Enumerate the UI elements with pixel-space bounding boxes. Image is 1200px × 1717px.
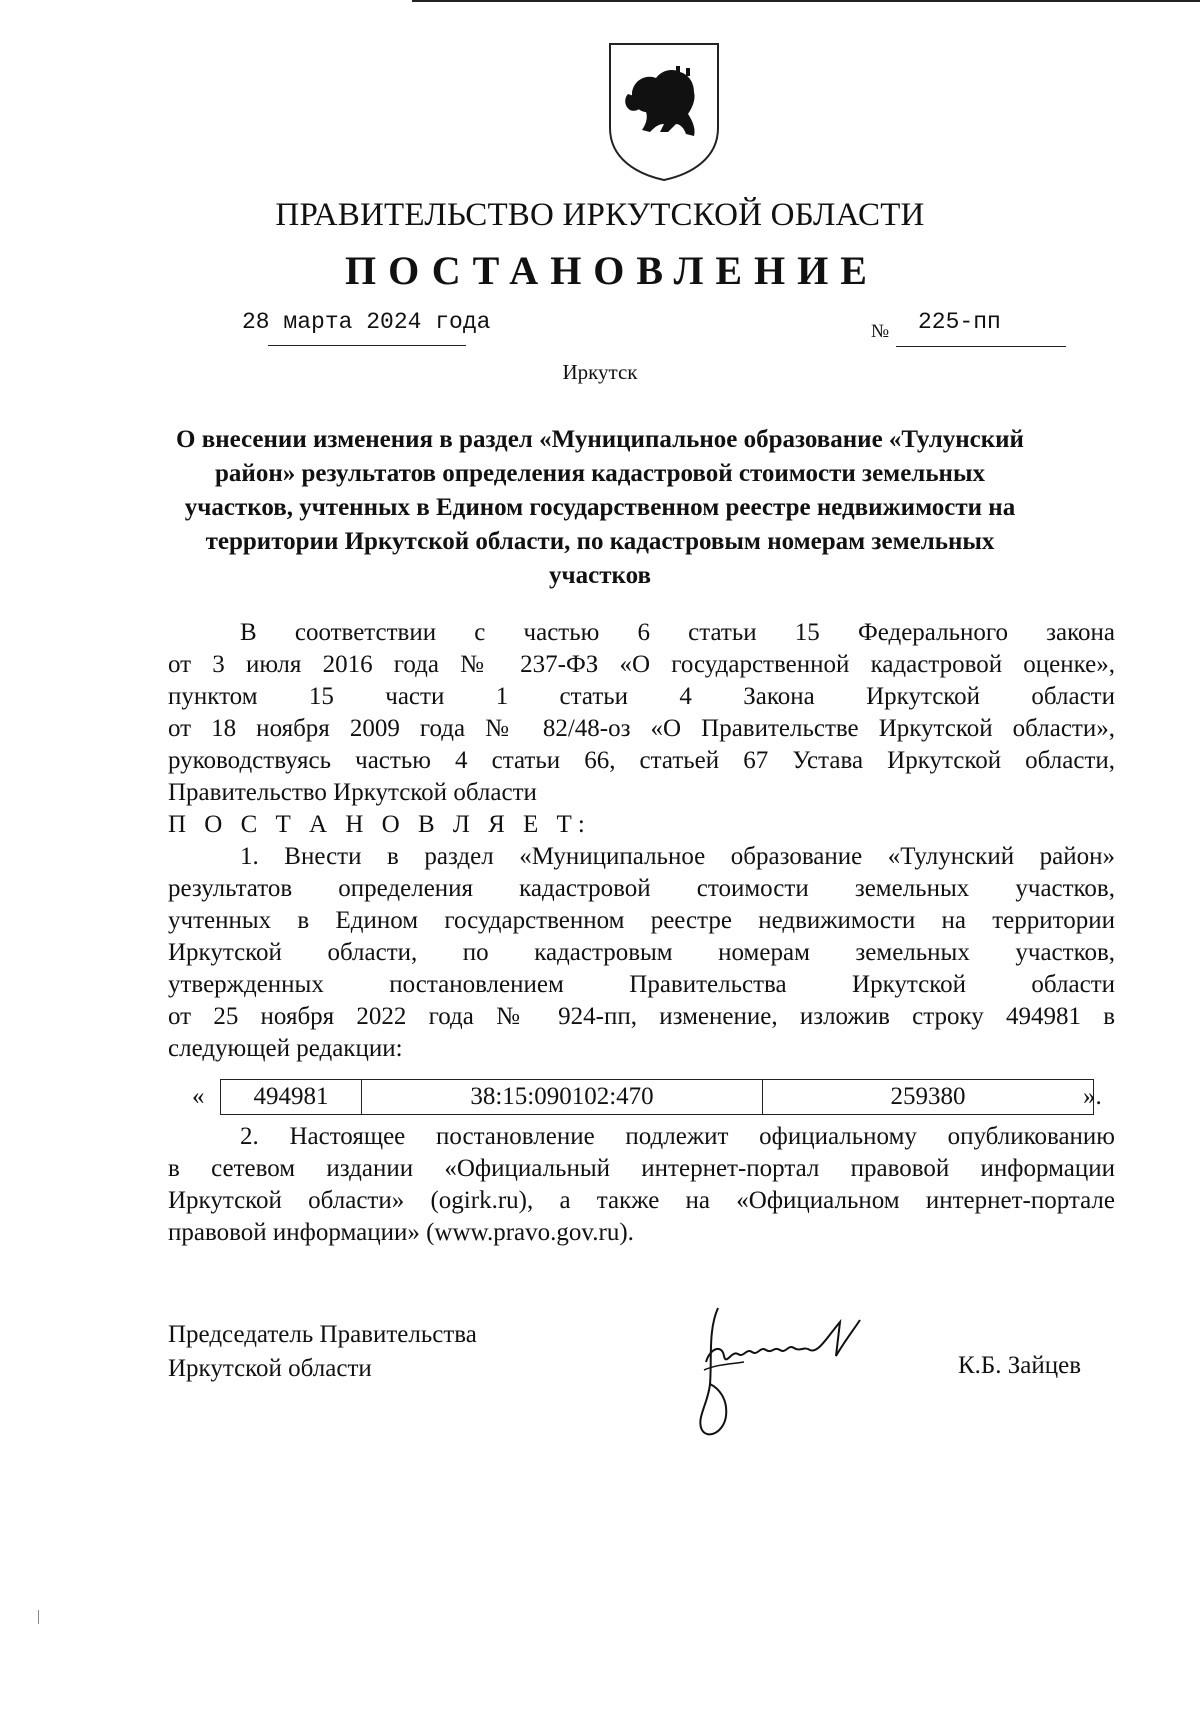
item-2-line: Иркутской области» (ogirk.ru), а также на «Официальном интернет-портале — [168, 1187, 1115, 1214]
row-number-cell: 494981 — [221, 1080, 362, 1115]
decree-word: П О С Т А Н О В Л Я Е Т: — [168, 811, 591, 838]
close-quote: ». — [1083, 1083, 1102, 1110]
coat-of-arms-icon — [606, 40, 722, 183]
item-1 — [168, 841, 1115, 1065]
cadastral-table — [220, 1079, 1094, 1115]
document-type: ПОСТАНОВЛЕНИЕ — [345, 248, 879, 293]
cadastral-value-cell: 259380 — [763, 1080, 1094, 1115]
number-underline — [896, 346, 1066, 347]
cadastral-number-cell: 38:15:090102:470 — [362, 1080, 763, 1115]
item-1-line: учтенных в Едином государственном реестре недвижимости на территории — [168, 907, 1115, 934]
document-city: Иркутск — [562, 360, 638, 384]
preamble — [168, 617, 1115, 809]
number-sign: № — [871, 321, 890, 342]
preamble-line: В соответствии с частью 6 статьи 15 Федерального закона — [240, 619, 1115, 646]
preamble-line: от 3 июля 2016 года № 237-ФЗ «О государственной кадастровой оценке», — [168, 651, 1115, 678]
document-date: 28 марта 2024 года — [242, 309, 491, 335]
item-2-line: правовой информации» (www.pravo.gov.ru). — [168, 1219, 634, 1246]
preamble-line: от 18 ноября 2009 года № 82/48-оз «О Правительстве Иркутской области», — [168, 715, 1115, 742]
signer-name: К.Б. Зайцев — [958, 1352, 1082, 1379]
item-1-line: следующей редакции: — [168, 1035, 403, 1062]
signer-position-line: Председатель Правительства — [168, 1321, 477, 1348]
preamble-line: руководствуясь частью 4 статьи 66, статьей 67 Устава Иркутской области, — [168, 747, 1115, 774]
date-underline — [268, 345, 466, 346]
amended-table-row — [168, 1079, 1118, 1117]
preamble-line: пунктом 15 части 1 статьи 4 Закона Иркутской области — [168, 683, 1115, 710]
signer-position — [168, 1318, 477, 1386]
item-2 — [168, 1121, 1115, 1249]
document-heading: О внесении изменения в раздел «Муниципальное образование «Тулунский район» результатов определения кадастровой стоимости земельных участков, учтенных в Едином государственном реестре недвижимости на территории Иркутской области, по кадастровым номерам земельных участков — [176, 426, 1024, 589]
open-quote: « — [192, 1083, 205, 1110]
item-1-line: Иркутской области, по кадастровым номерам земельных участков, — [168, 939, 1115, 966]
table-row — [221, 1080, 1094, 1115]
item-2-line: в сетевом издании «Официальный интернет-портал правовой информации — [168, 1155, 1115, 1182]
item-1-line: утвержденных постановлением Правительства Иркутской области — [168, 971, 1115, 998]
scan-mark — [38, 1610, 39, 1624]
signer-position-line: Иркутской области — [168, 1355, 372, 1382]
preamble-line: Правительство Иркутской области — [168, 779, 537, 806]
top-border-line — [412, 0, 1200, 2]
item-1-line: результатов определения кадастровой стоимости земельных участков, — [168, 875, 1115, 902]
item-1-line: от 25 ноября 2022 года № 924-пп, изменение, изложив строку 494981 в — [168, 1003, 1115, 1030]
government-title: ПРАВИТЕЛЬСТВО ИРКУТСКОЙ ОБЛАСТИ — [275, 197, 925, 233]
document-number: 225-пп — [918, 309, 1001, 335]
signature-icon — [688, 1300, 928, 1440]
item-2-line: 2. Настоящее постановление подлежит официальному опубликованию — [240, 1123, 1115, 1150]
item-1-line: 1. Внести в раздел «Муниципальное образование «Тулунский район» — [240, 843, 1115, 870]
